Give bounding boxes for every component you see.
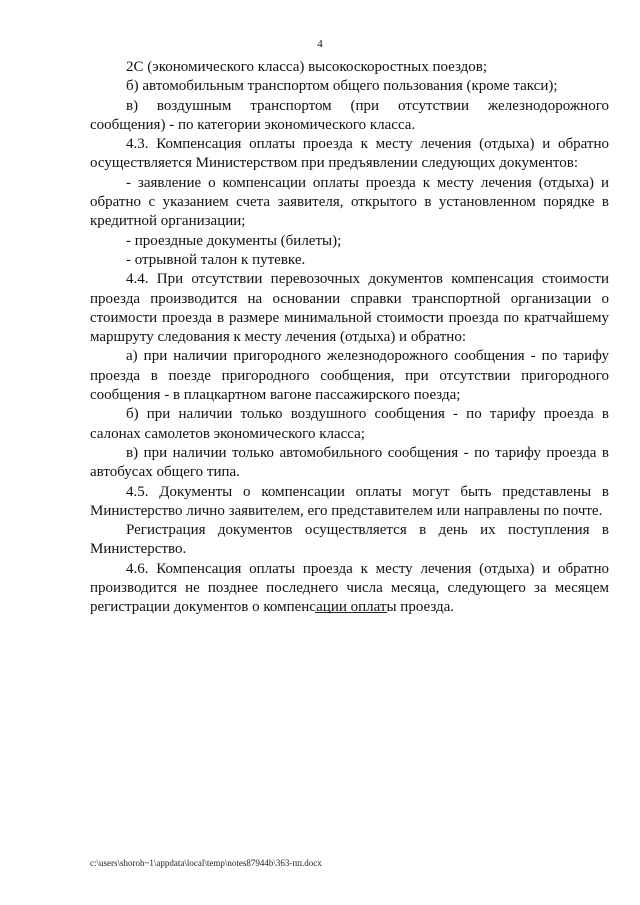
- document-body: [90, 58, 609, 618]
- paragraph: 4.3. Компенсация оплаты проезда к месту лечения (отдыха) и обратно осуществляется Министерством при предъявлении следующих документов:: [90, 136, 609, 172]
- paragraph: в) воздушным транспортом (при отсутствии железнодорожного сообщения) - по категории экономического класса.: [90, 97, 609, 133]
- paragraph: б) при наличии только воздушного сообщения - по тарифу проезда в салонах самолетов экономического класса;: [90, 406, 609, 442]
- page-number: 4: [317, 38, 323, 50]
- paragraph: б) автомобильным транспортом общего пользования (кроме такси);: [126, 78, 558, 95]
- paragraph: - отрывной талон к путевке.: [126, 251, 306, 268]
- paragraph: - проездные документы (билеты);: [126, 232, 342, 249]
- paragraph: а) при наличии пригородного железнодорожного сообщения - по тарифу проезда в поезде пригородного сообщения, при отсутствии пригородного сообщения - в плацкартном вагоне пассажирского поезда;: [90, 348, 609, 404]
- end-separator-line: [315, 612, 387, 613]
- paragraph: 4.6. Компенсация оплаты проезда к месту лечения (отдыха) и обратно производится не позднее последнего числа месяца, следующего за месяцем регистрации документов о компенсации оплаты проезда.: [90, 560, 609, 616]
- footer-file-path: c:\users\shoroh~1\appdata\local\temp\notes87944b\363-пп.docx: [90, 858, 322, 868]
- paragraph: в) при наличии только автомобильного сообщения - по тарифу проезда в автобусах общего типа.: [90, 444, 609, 481]
- paragraph: 2С (экономического класса) высокоскоростных поездов;: [126, 59, 488, 75]
- paragraph: - заявление о компенсации оплаты проезда к месту лечения (отдыха) и обратно с указанием счета заявителя, открытого в установленном порядке в кредитной организации;: [90, 174, 609, 230]
- paragraph: 4.4. При отсутствии перевозочных документов компенсация стоимости проезда производится на основании справки транспортной организации о стоимости проезда в размере минимальной стоимости проезда по кратчайшему маршруту следования к месту лечения (отдыха) и обратно:: [90, 271, 609, 346]
- paragraph: Регистрация документов осуществляется в день их поступления в Министерство.: [90, 522, 609, 558]
- paragraph: 4.5. Документы о компенсации оплаты могут быть представлены в Министерство лично заявителем, его представителем или направлены по почте.: [90, 483, 609, 519]
